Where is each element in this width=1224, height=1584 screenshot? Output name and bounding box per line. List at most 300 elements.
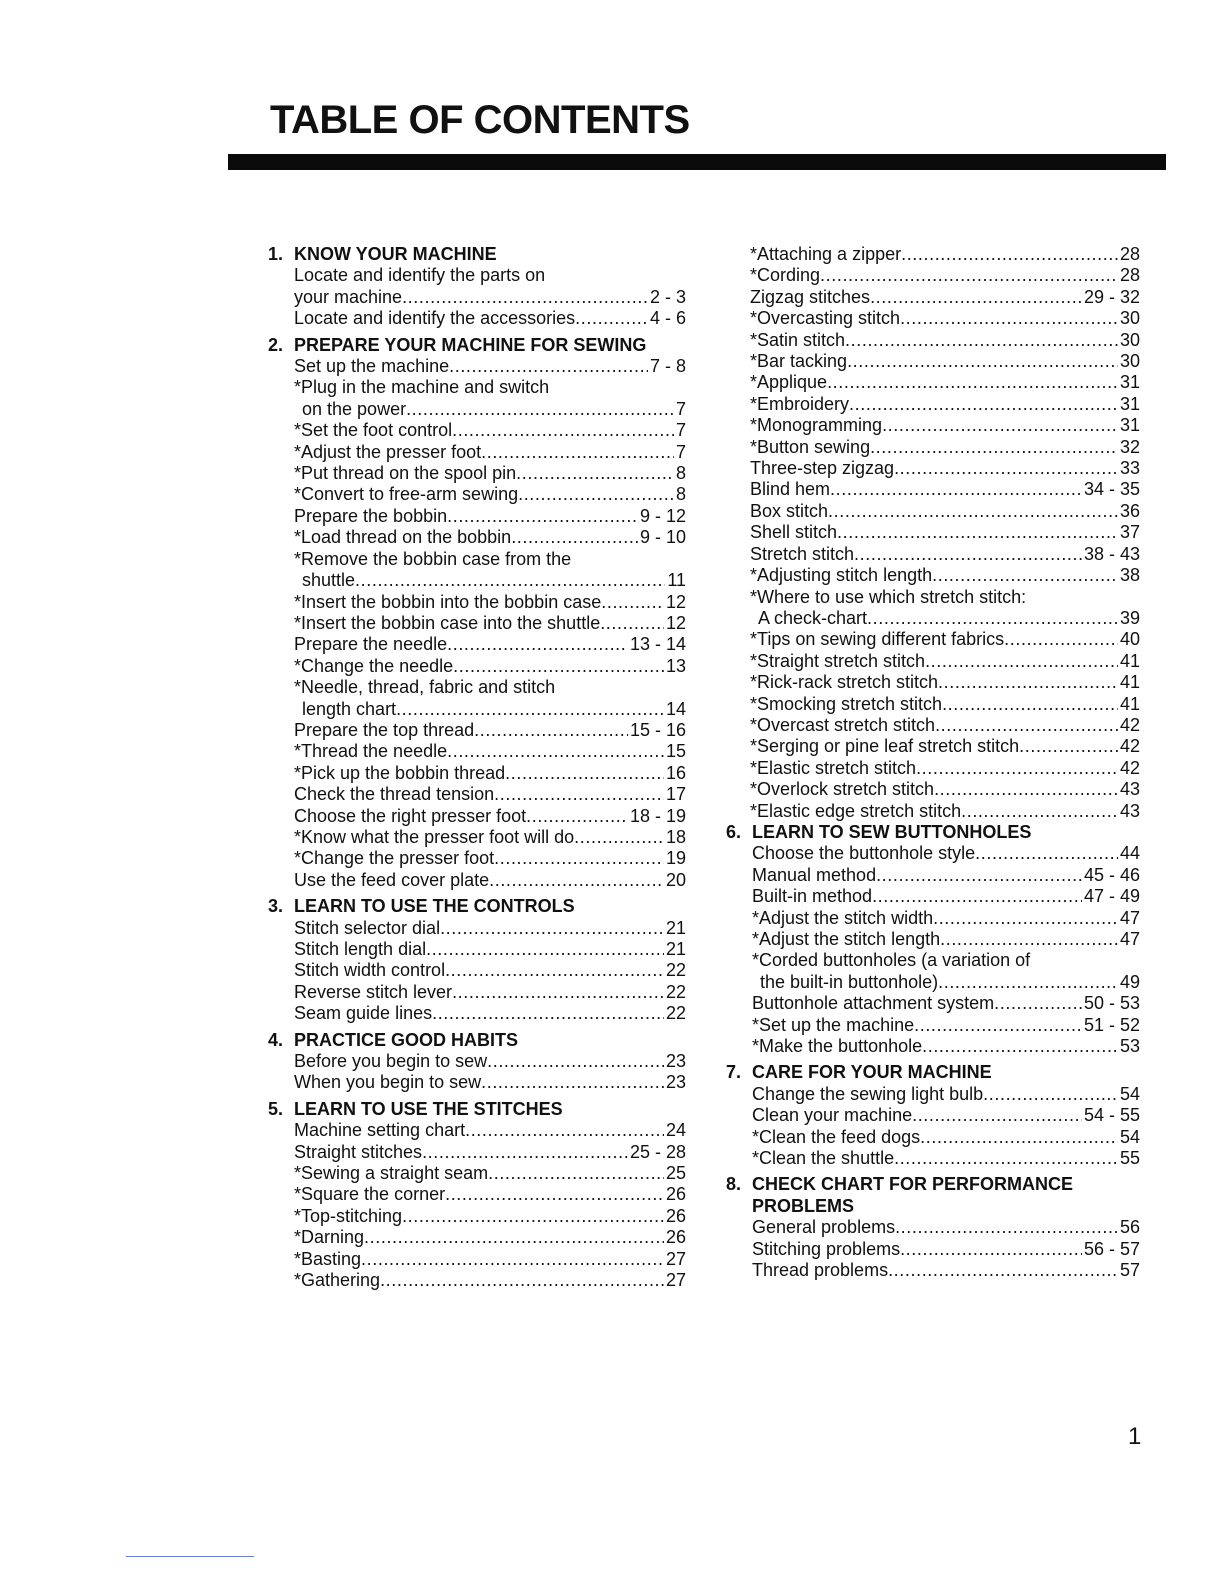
toc-entry-page: 47 [1119, 907, 1140, 928]
toc-entry-page: 16 [665, 762, 686, 783]
toc-entry-label: *Change the needle [294, 655, 454, 676]
toc-entry-label: Clean your machine [752, 1105, 913, 1126]
toc-entry-label: When you begin to sew [294, 1072, 482, 1093]
toc-leader-dots [406, 399, 674, 420]
toc-section-heading [268, 1099, 686, 1120]
toc-leader-dots [488, 1163, 664, 1184]
title-rule [228, 154, 1166, 170]
toc-leader-dots [465, 1120, 664, 1141]
toc-entry [752, 1084, 1140, 1105]
toc-entry-page: 28 [1119, 244, 1140, 264]
toc-entry-label: the built-in buttonhole) [760, 971, 939, 992]
toc-entry [294, 763, 686, 784]
right-column [726, 244, 1140, 1287]
toc-entry-page: 41 [1119, 650, 1140, 671]
toc-entry-page: 14 [665, 698, 686, 719]
toc-entry-page: 8 [675, 484, 686, 505]
toc-entry-label: Stretch stitch [750, 543, 855, 564]
toc-leader-dots [920, 1127, 1118, 1148]
toc-leader-dots [938, 972, 1118, 993]
toc-entry-page: 7 [675, 420, 686, 441]
toc-entry [752, 1127, 1140, 1148]
toc-entry-label: Locate and identify the accessories [294, 308, 576, 329]
toc-entry-page: 57 [1119, 1260, 1140, 1281]
toc-entry-page: 37 [1119, 522, 1140, 543]
toc-entry-label: *Attaching a zipper [750, 244, 902, 264]
toc-leader-dots [445, 1184, 664, 1205]
toc-entry [294, 308, 686, 329]
toc-entry-page: 26 [665, 1184, 686, 1205]
toc-section-title: LEARN TO USE THE STITCHES [294, 1098, 563, 1119]
toc-leader-dots [870, 437, 1118, 458]
toc-entry-page: 40 [1119, 629, 1140, 650]
toc-section-number: 1. [268, 244, 284, 264]
toc-entry-label: *Overcast stretch stitch [750, 714, 936, 735]
toc-section-number: 8. [726, 1174, 742, 1195]
toc-entry [752, 865, 1140, 886]
toc-entry [752, 993, 1140, 1014]
toc-leader-dots [494, 848, 664, 869]
toc-entry-label: *Set up the machine [752, 1014, 915, 1035]
toc-entry-page: 21 [665, 917, 686, 938]
page-title: TABLE OF CONTENTS [270, 98, 690, 142]
toc-entry-label: Stitch selector dial [294, 917, 441, 938]
toc-entry-label: *Insert the bobbin into the bobbin case [294, 591, 602, 612]
toc-entry-label: Prepare the bobbin [294, 505, 448, 526]
toc-entry [294, 484, 686, 505]
toc-entry [752, 908, 1140, 929]
toc-leader-dots [872, 886, 1082, 907]
toc-entry-label: A check-chart [758, 607, 868, 628]
toc-entry [294, 1270, 686, 1291]
toc-section-entries [726, 843, 1140, 1057]
toc-leader-dots [432, 1003, 664, 1024]
toc-entry [294, 1003, 686, 1024]
toc-entry-label: Built-in method [752, 886, 873, 907]
toc-leader-dots [380, 1270, 664, 1291]
toc-entry-label: *Adjust the stitch width [752, 907, 934, 928]
toc-entry-page: 7 [675, 398, 686, 419]
toc-section-number: 4. [268, 1029, 284, 1050]
toc-entry [750, 394, 1140, 415]
toc-entry [294, 1142, 686, 1163]
toc-section-number: 5. [268, 1098, 284, 1119]
toc-entry [750, 694, 1140, 715]
toc-entry [750, 565, 1140, 586]
toc-entry-label: Machine setting chart [294, 1120, 466, 1141]
toc-entry-label: *Rick-rack stretch stitch [750, 672, 939, 693]
toc-entry-page: 7 [675, 441, 686, 462]
toc-entry-page: 25 [665, 1163, 686, 1184]
toc-entry-label: Choose the buttonhole style [752, 843, 976, 864]
toc-entry-label: *Applique [750, 372, 828, 393]
toc-leader-dots [445, 960, 664, 981]
toc-leader-dots [574, 827, 664, 848]
toc-leader-dots [487, 1051, 664, 1072]
toc-entry-page: 42 [1119, 736, 1140, 757]
toc-entry [294, 1163, 686, 1184]
toc-entry [752, 1217, 1140, 1238]
toc-section-heading [726, 1062, 1140, 1083]
toc-entry-label: *Put thread on the spool pin [294, 463, 517, 484]
toc-entry-page: 23 [665, 1072, 686, 1093]
toc-leader-dots [452, 982, 664, 1003]
toc-entry-label: Thread problems [752, 1260, 889, 1281]
toc-entry-label: Before you begin to sew [294, 1051, 488, 1072]
toc-leader-dots [867, 608, 1118, 629]
toc-entry [752, 1148, 1140, 1169]
toc-entry-label: Set up the machine [294, 356, 450, 377]
toc-entry-page: 9 - 10 [639, 527, 686, 548]
toc-entry-label: Buttonhole attachment system [752, 993, 995, 1014]
toc-entry-label: Check the thread tension [294, 784, 495, 805]
toc-leader-dots [474, 720, 628, 741]
toc-entry-lead: *Where to use which stretch stitch: [750, 586, 1027, 607]
page-number: 1 [1128, 1423, 1142, 1450]
toc-entry [750, 415, 1140, 436]
toc-entry [750, 501, 1140, 522]
toc-leader-dots [453, 656, 664, 677]
toc-leader-dots [516, 463, 674, 484]
toc-section [268, 335, 686, 892]
toc-entry-page: 36 [1119, 500, 1140, 521]
toc-leader-dots [364, 1227, 664, 1248]
toc-entry-page: 31 [1119, 415, 1140, 436]
toc-leader-dots [925, 651, 1118, 672]
toc-leader-dots [396, 699, 664, 720]
toc-entry-page: 30 [1119, 351, 1140, 372]
toc-entry-page: 54 [1119, 1126, 1140, 1147]
toc-entry [750, 308, 1140, 329]
toc-entry [752, 1260, 1140, 1281]
toc-entry-page: 15 [665, 741, 686, 762]
toc-entry [294, 741, 686, 762]
toc-entry-label: *Basting [294, 1248, 362, 1269]
toc-entry-page: 54 - 55 [1083, 1105, 1140, 1126]
toc-entry-page: 29 - 32 [1083, 286, 1140, 307]
toc-leader-dots [1019, 736, 1118, 757]
toc-entry [294, 806, 686, 827]
toc-section-number: 6. [726, 821, 742, 842]
toc-entry-label: *Clean the feed dogs [752, 1126, 921, 1147]
toc-section [726, 822, 1140, 1057]
toc-section-entries [268, 918, 686, 1025]
toc-entry [750, 672, 1140, 693]
toc-leader-dots [494, 784, 664, 805]
toc-entry [752, 886, 1140, 907]
toc-entry-label: *Pick up the bobbin thread [294, 762, 506, 783]
toc-entry-page: 47 [1119, 929, 1140, 949]
toc-entry-label: *Elastic stretch stitch [750, 757, 917, 778]
toc-section [268, 896, 686, 1024]
toc-entry [294, 699, 686, 720]
toc-entry [294, 634, 686, 655]
toc-entry-page: 22 [665, 981, 686, 1002]
toc-leader-dots [355, 570, 665, 591]
toc-leader-dots [426, 939, 664, 960]
toc-entry-label: *Embroidery [750, 393, 850, 414]
toc-entry-lead: Locate and identify the parts on [294, 265, 546, 286]
toc-section-number: 2. [268, 334, 284, 355]
toc-leader-dots [526, 806, 628, 827]
toc-entry-page: 44 [1119, 843, 1140, 864]
toc-entry-page: 9 - 12 [639, 505, 686, 526]
toc-entry-label: *Sewing a straight seam [294, 1163, 489, 1184]
toc-entry-page: 15 - 16 [629, 719, 686, 740]
toc-entry-page: 13 - 14 [629, 634, 686, 655]
toc-entry [294, 827, 686, 848]
toc-section-number: 7. [726, 1062, 742, 1083]
toc-entry-page: 20 [665, 869, 686, 890]
toc-section [726, 1062, 1140, 1169]
toc-leader-dots [830, 479, 1082, 500]
toc-section-number: 3. [268, 896, 284, 917]
toc-entry-page: 51 - 52 [1083, 1014, 1140, 1035]
toc-entry [294, 720, 686, 741]
toc-leader-dots [828, 501, 1118, 522]
toc-entry [750, 629, 1140, 650]
toc-leader-dots [402, 1206, 664, 1227]
toc-entry-label: *Thread the needle [294, 741, 448, 762]
toc-leader-dots [895, 1217, 1118, 1238]
toc-leader-dots [882, 415, 1118, 436]
toc-leader-dots [994, 993, 1082, 1014]
toc-entry-label: Stitch length dial [294, 939, 427, 959]
toc-entry-label: *Change the presser foot [294, 848, 495, 869]
toc-leader-dots [940, 929, 1118, 950]
toc-entry [294, 918, 686, 939]
toc-entry-label: Stitch width control [294, 960, 446, 981]
toc-section-heading [268, 335, 686, 356]
toc-entry-label: Reverse stitch lever [294, 981, 453, 1002]
toc-entry-label: Stitching problems [752, 1238, 901, 1259]
toc-leader-dots [961, 801, 1118, 822]
toc-leader-dots [827, 372, 1118, 393]
toc-entry-page: 4 - 6 [649, 308, 686, 329]
toc-section-title: PRACTICE GOOD HABITS [294, 1029, 519, 1050]
toc-entry-page: 53 [1119, 1036, 1140, 1057]
toc-entry [294, 399, 686, 420]
toc-leader-dots [440, 918, 664, 939]
toc-entry-label: *Serging or pine leaf stretch stitch [750, 736, 1020, 757]
toc-entry-label: *Monogramming [750, 415, 883, 436]
toc-entry-label: *Set the foot control [294, 420, 453, 441]
toc-leader-dots [449, 356, 648, 377]
toc-entry-page: 27 [665, 1270, 686, 1291]
toc-entry-label: shuttle [302, 570, 356, 591]
toc-leader-dots [452, 420, 674, 441]
toc-leader-dots [447, 741, 664, 762]
toc-leader-dots [849, 394, 1118, 415]
toc-leader-dots [361, 1249, 664, 1270]
toc-entry-page: 33 [1119, 458, 1140, 479]
scan-artifact-line [126, 1556, 254, 1557]
toc-entry-page: 27 [665, 1248, 686, 1269]
toc-entry-page: 31 [1119, 372, 1140, 393]
toc-entry-page: 56 [1119, 1217, 1140, 1238]
toc-entry [294, 960, 686, 981]
toc-entry-page: 32 [1119, 436, 1140, 457]
toc-entry [294, 1051, 686, 1072]
toc-section-entries [268, 356, 686, 891]
toc-entry [750, 544, 1140, 565]
toc-leader-dots [935, 715, 1118, 736]
toc-section-heading [268, 1030, 686, 1051]
toc-entry [294, 592, 686, 613]
toc-leader-dots [894, 458, 1118, 479]
toc-entry-label: *Convert to free-arm sewing [294, 484, 519, 505]
toc-section-title: CARE FOR YOUR MACHINE [752, 1062, 992, 1083]
toc-section-heading [268, 896, 686, 917]
toc-entry-label: General problems [752, 1217, 896, 1238]
toc-entry [294, 784, 686, 805]
toc-entry-page: 34 - 35 [1083, 479, 1140, 500]
toc-entry-page: 8 [675, 463, 686, 484]
toc-entry-label: *Make the buttonhole [752, 1036, 923, 1057]
toc-leader-dots [820, 265, 1118, 286]
toc-section-title: KNOW YOUR MACHINE [294, 244, 497, 264]
toc-entry-label: *Bar tacking [750, 351, 848, 372]
toc-leader-dots [1004, 629, 1118, 650]
toc-entry [750, 608, 1140, 629]
toc-entry-page: 13 [665, 655, 686, 676]
toc-entry-label: Prepare the needle [294, 634, 448, 655]
toc-leader-dots [912, 1105, 1082, 1126]
toc-entry-page: 19 [665, 848, 686, 869]
toc-entry-page: 28 [1119, 265, 1140, 286]
toc-entry-label: *Darning [294, 1227, 365, 1248]
toc-entry-label: *Satin stitch [750, 329, 846, 350]
toc-entry-page: 54 [1119, 1083, 1140, 1104]
toc-leader-dots [837, 522, 1118, 543]
toc-section-entries [268, 265, 686, 329]
toc-leader-dots [888, 1260, 1118, 1281]
toc-entry-page: 41 [1119, 693, 1140, 714]
toc-leader-dots [894, 1148, 1118, 1169]
toc-entry [750, 522, 1140, 543]
toc-entry [294, 870, 686, 891]
toc-entry-label: *Adjusting stitch length [750, 565, 933, 586]
toc-section-title: PREPARE YOUR MACHINE FOR SEWING [294, 334, 647, 355]
toc-entry [750, 244, 1140, 265]
toc-entry-label: Three-step zigzag [750, 458, 895, 479]
toc-entry-page: 12 [665, 591, 686, 612]
toc-entry-page: 26 [665, 1227, 686, 1248]
toc-entry [294, 570, 686, 591]
toc-entry-label: Straight stitches [294, 1141, 423, 1162]
toc-leader-dots [900, 1239, 1082, 1260]
toc-entry-label: your machine [294, 286, 403, 307]
toc-entry-label: *Clean the shuttle [752, 1148, 895, 1169]
toc-leader-dots [932, 565, 1118, 586]
toc-entry [294, 442, 686, 463]
toc-leader-dots [447, 506, 638, 527]
toc-entry-page: 38 - 43 [1083, 543, 1140, 564]
toc-entry-label: *Elastic edge stretch stitch [750, 800, 962, 821]
toc-leader-dots [575, 308, 648, 329]
toc-section-title: CHECK CHART FOR PERFORMANCE PROBLEMS [752, 1174, 1073, 1216]
toc-entry-page: 43 [1119, 800, 1140, 821]
toc-leader-dots [975, 843, 1118, 864]
toc-leader-dots [900, 308, 1118, 329]
toc-entry-page: 25 - 28 [629, 1141, 686, 1162]
toc-entry [750, 736, 1140, 757]
toc-entry [752, 843, 1140, 864]
toc-entry [294, 982, 686, 1003]
toc-entry-page: 18 - 19 [629, 805, 686, 826]
toc-entry-label: length chart [302, 698, 397, 719]
toc-section-title: LEARN TO USE THE CONTROLS [294, 896, 575, 917]
toc-entry-page: 22 [665, 960, 686, 981]
toc-section-heading [726, 822, 1140, 843]
toc-entry [294, 613, 686, 634]
toc-entry-page: 23 [665, 1051, 686, 1072]
toc-entry-page: 50 - 53 [1083, 993, 1140, 1014]
toc-entry [294, 420, 686, 441]
toc-entry-page: 24 [665, 1120, 686, 1141]
toc-entry [750, 287, 1140, 308]
toc-entry-page: 49 [1119, 971, 1140, 992]
toc-leader-dots [518, 484, 674, 505]
toc-entry [294, 1120, 686, 1141]
toc-entry-label: *Button sewing [750, 436, 871, 457]
toc-entry-label: *Cording [750, 265, 821, 286]
toc-entry-label: *Smocking stretch stitch [750, 693, 943, 714]
toc-entry [750, 758, 1140, 779]
toc-leader-dots [914, 1015, 1082, 1036]
toc-entry [750, 779, 1140, 800]
toc-leader-dots [934, 779, 1118, 800]
toc-entry-label: Zigzag stitches [750, 286, 871, 307]
toc-section [268, 1030, 686, 1094]
toc-section-entries [726, 1084, 1140, 1170]
toc-entry-label: Manual method [752, 864, 877, 885]
toc-entry [750, 372, 1140, 393]
toc-entry-page: 45 - 46 [1083, 864, 1140, 885]
toc-entry-page: 30 [1119, 308, 1140, 329]
toc-entry [294, 463, 686, 484]
toc-entry [750, 651, 1140, 672]
toc-entry [752, 1036, 1140, 1057]
toc-entry [294, 287, 686, 308]
toc-entry-page: 7 - 8 [649, 356, 686, 377]
toc-leader-dots [876, 865, 1082, 886]
toc-entry [294, 1227, 686, 1248]
toc-entry-page: 26 [665, 1205, 686, 1226]
toc-leader-dots [481, 1072, 664, 1093]
toc-leader-dots [942, 694, 1118, 715]
toc-leader-dots [489, 870, 664, 891]
toc-entry [294, 1206, 686, 1227]
toc-entry-page: 31 [1119, 393, 1140, 414]
toc-entry [752, 972, 1140, 993]
toc-entry [752, 929, 1140, 950]
toc-leader-dots [854, 544, 1082, 565]
toc-entry-label: *Straight stretch stitch [750, 650, 926, 671]
toc-entry [750, 479, 1140, 500]
toc-entry [294, 1072, 686, 1093]
left-column [268, 244, 686, 1297]
toc-entry-label: Choose the right presser foot [294, 805, 527, 826]
toc-entry-page: 47 - 49 [1083, 886, 1140, 907]
toc-leader-dots [422, 1142, 628, 1163]
toc-entry [294, 506, 686, 527]
toc-entry [750, 715, 1140, 736]
toc-entry [294, 1184, 686, 1205]
toc-entry-label: *Know what the presser foot will do [294, 826, 575, 847]
toc-entry-page: 41 [1119, 672, 1140, 693]
toc-entry-page: 2 - 3 [649, 286, 686, 307]
